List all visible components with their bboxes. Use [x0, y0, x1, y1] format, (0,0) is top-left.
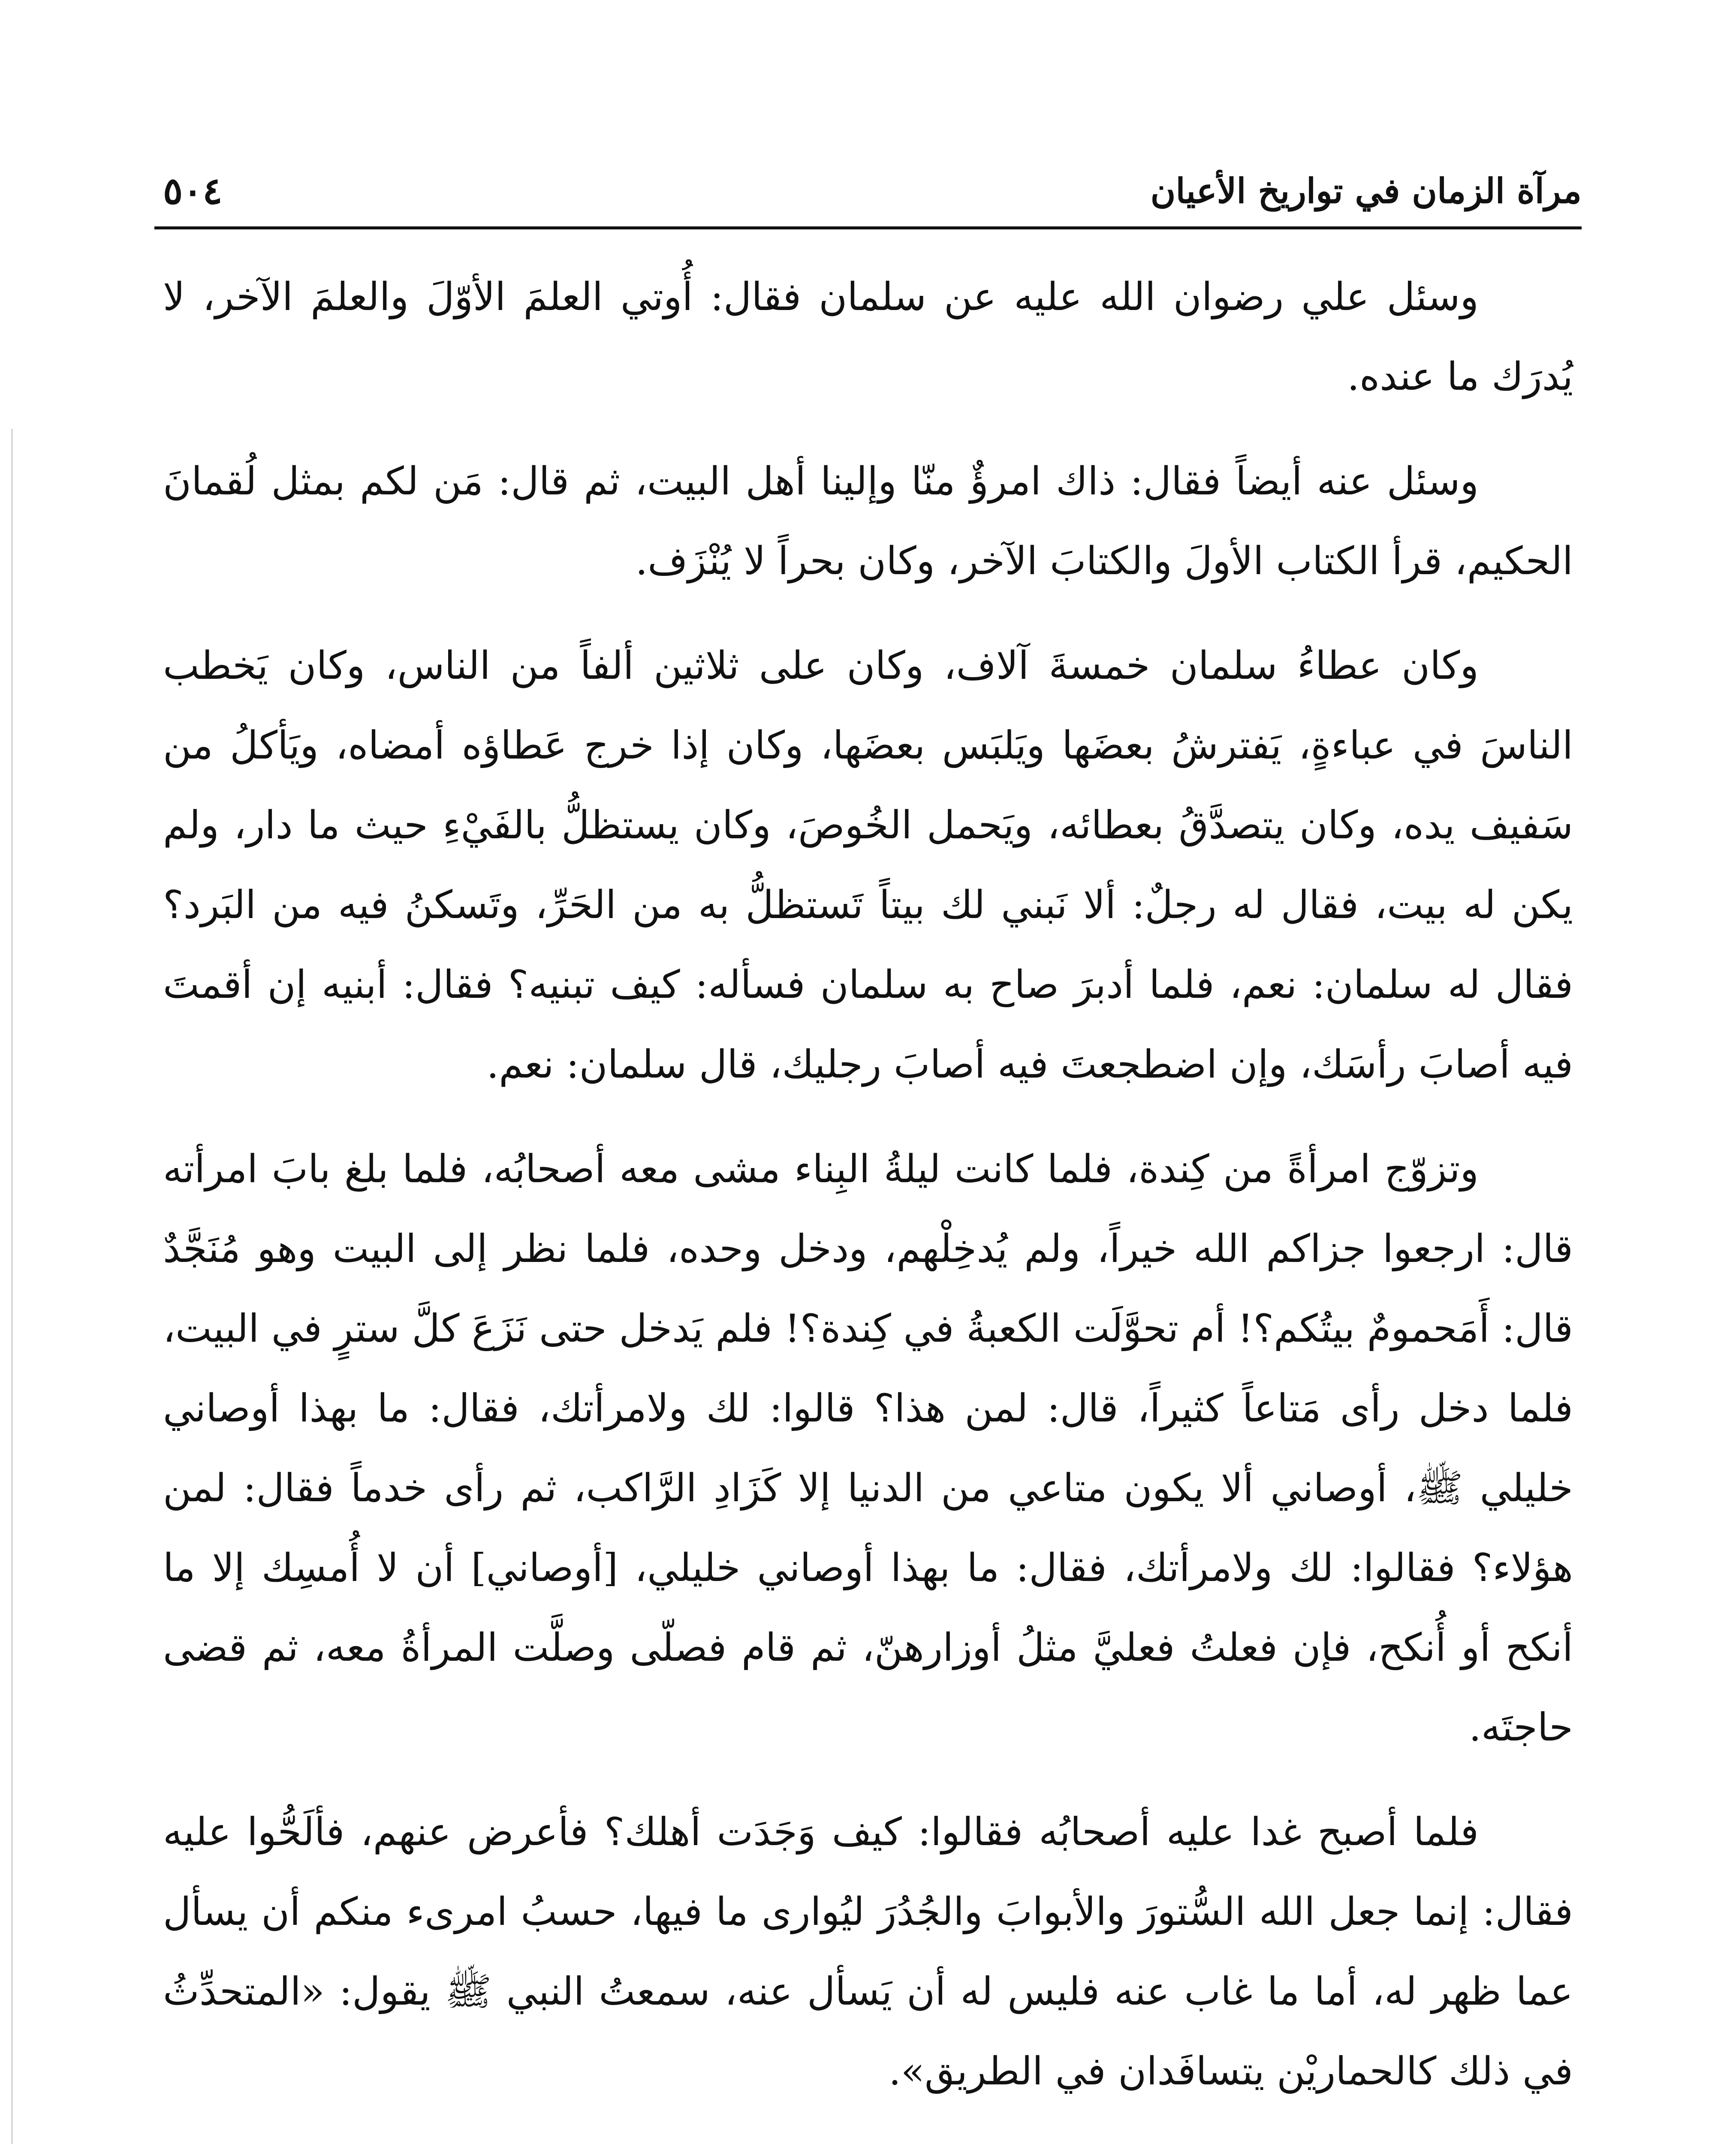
- running-title: مرآة الزمان في تواريخ الأعيان: [1150, 171, 1582, 211]
- paragraph-companions-ask: فلما أصبح غدا عليه أصحابُه فقالوا: كيف وَجَدَت أهلك؟ فأعرض عنهم، فألَحُّوا عليه فقال: إنما جعل الله السُّتورَ والأبوابَ والجُدُرَ ليُوارى ما فيها، حسبُ امرىء منكم أن يسأل عما ظهر له، أما ما غاب عنه فليس له أن يَسأل عنه، سمعتُ النبي ﷺ يقول: «المتحدِّثُ في ذلك كالحماريْن يتسافَدان في الطريق».: [163, 1810, 1573, 2094]
- page-body: [163, 257, 1573, 2144]
- paragraph-marriage-kinda: وتزوّج امرأةً من كِندة، فلما كانت ليلةُ البِناء مشى معه أصحابُه، فلما بلغ بابَ امرأته قال: ارجعوا جزاكم الله خيراً، ولم يُدخِلْهم، ودخل وحده، فلما نظر إلى البيت وهو مُنَجَّدٌ قال: أَمَحمومٌ بيتُكم؟! أم تحوَّلَت الكعبةُ في كِندة؟! فلم يَدخل حتى نَزَعَ كلَّ سترٍ في البيت، فلما دخل رأى مَتاعاً كثيراً، قال: لمن هذا؟ قالوا: لك ولامرأتك، فقال: ما بهذا أوصاني خليلي ﷺ، أوصاني ألا يكون متاعي من الدنيا إلا كَزَادِ الرَّاكب، ثم رأى خدماً فقال: لمن هؤلاء؟ فقالوا: لك ولامرأتك، فقال: ما بهذا أوصاني خليلي، [أوصاني] أن لا أُمسِك إلا ما أنكح أو أُنكح، فإن فعلتُ فعليَّ مثلُ أوزارهنّ، ثم قام فصلّى وصلَّت المرأةُ معه، ثم قضى حاجتَه.: [163, 1147, 1573, 1750]
- paragraph-ali-on-salman: وسئل علي رضوان الله عليه عن سلمان فقال: أُوتي العلمَ الأوّلَ والعلمَ الآخر، لا يُدرَك ما عنده.: [163, 274, 1573, 399]
- paragraph-salman-stipend: وكان عطاءُ سلمان خمسةَ آلاف، وكان على ثلاثين ألفاً من الناس، وكان يَخطب الناسَ في عباءةٍ، يَفترشُ بعضَها ويَلبَس بعضَها، وكان إذا خرج عَطاؤه أمضاه، ويَأكلُ من سَفيف يده، وكان يتصدَّقُ بعطائه، ويَحمل الخُوصَ، وكان يستظلُّ بالفَيْءِ حيث ما دار، ولم يكن له بيت، فقال له رجلٌ: ألا نَبني لك بيتاً تَستظلُّ به من الحَرِّ، وتَسكنُ فيه من البَرد؟ فقال له سلمان: نعم، فلما أدبرَ صاح به سلمان فسأله: كيف تبنيه؟ فقال: أبنيه إن أقمتَ فيه أصابَ رأسَك، وإن اضطجعتَ فيه أصابَ رجليك، قال سلمان: نعم.: [163, 643, 1573, 1087]
- paragraph-luqman: وسئل عنه أيضاً فقال: ذاك امرؤٌ منّا وإلينا أهل البيت، ثم قال: مَن لكم بمثل لُقمانَ الحكيم، قرأ الكتاب الأولَ والكتابَ الآخر، وكان بحراً لا يُنْزَف.: [163, 459, 1573, 584]
- header-divider: [154, 226, 1582, 229]
- scan-edge-shadow: [11, 429, 13, 2144]
- page-header: [163, 159, 1582, 223]
- paragraph-kneading-dough: [163, 2136, 1573, 2144]
- page-number: ٥٠٤: [163, 169, 223, 213]
